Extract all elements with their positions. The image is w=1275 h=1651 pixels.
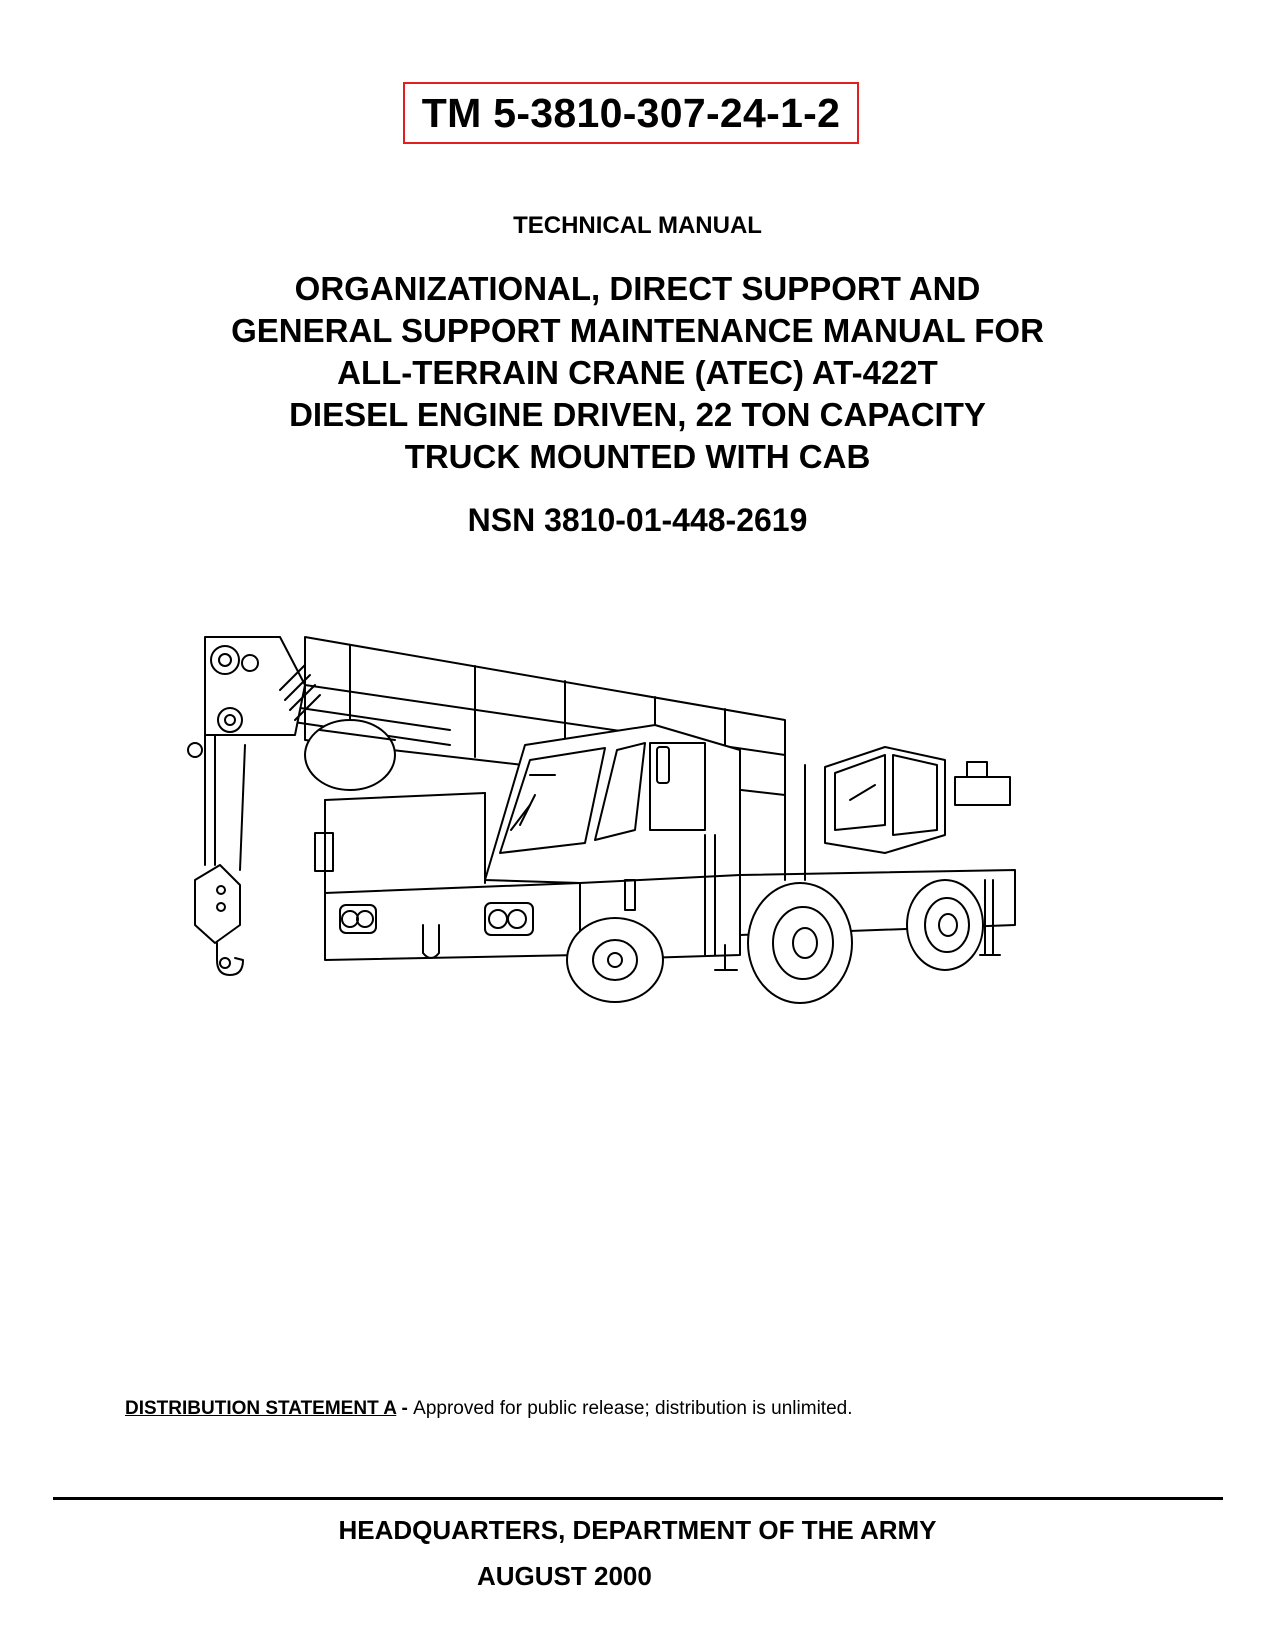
title-line: ORGANIZATIONAL, DIRECT SUPPORT AND: [294, 270, 981, 307]
boom-head: [188, 637, 320, 757]
distribution-text: Approved for public release; distribution is unlimited.: [413, 1398, 853, 1419]
rear-wheel-2: [907, 880, 983, 970]
rear-wheel-1: [748, 883, 852, 1003]
title-line: ALL-TERRAIN CRANE (ATEC) AT-422T: [337, 354, 938, 391]
winch-drum: [305, 720, 395, 790]
distribution-separator: -: [396, 1398, 414, 1419]
hook-block: [195, 735, 245, 975]
title-line: GENERAL SUPPORT MAINTENANCE MANUAL FOR: [231, 312, 1044, 349]
front-wheel: [567, 918, 663, 1002]
crane-illustration: [185, 625, 1065, 1065]
publication-date: AUGUST 2000: [477, 1561, 652, 1591]
title-line: DIESEL ENGINE DRIVEN, 22 TON CAPACITY: [289, 396, 986, 433]
manual-title: [0, 268, 1275, 478]
distribution-statement: [125, 1398, 853, 1420]
operator-cab: [825, 747, 1010, 853]
divider-line: [53, 1497, 1223, 1500]
nsn-number: NSN 3810-01-448-2619: [467, 502, 808, 538]
document-type: TECHNICAL MANUAL: [513, 212, 762, 239]
tm-number: TM 5-3810-307-24-1-2: [421, 90, 841, 136]
distribution-label: DISTRIBUTION STATEMENT A: [125, 1398, 397, 1419]
tm-number-box: [403, 82, 859, 144]
headquarters: HEADQUARTERS, DEPARTMENT OF THE ARMY: [338, 1515, 937, 1545]
title-line: TRUCK MOUNTED WITH CAB: [404, 438, 871, 475]
